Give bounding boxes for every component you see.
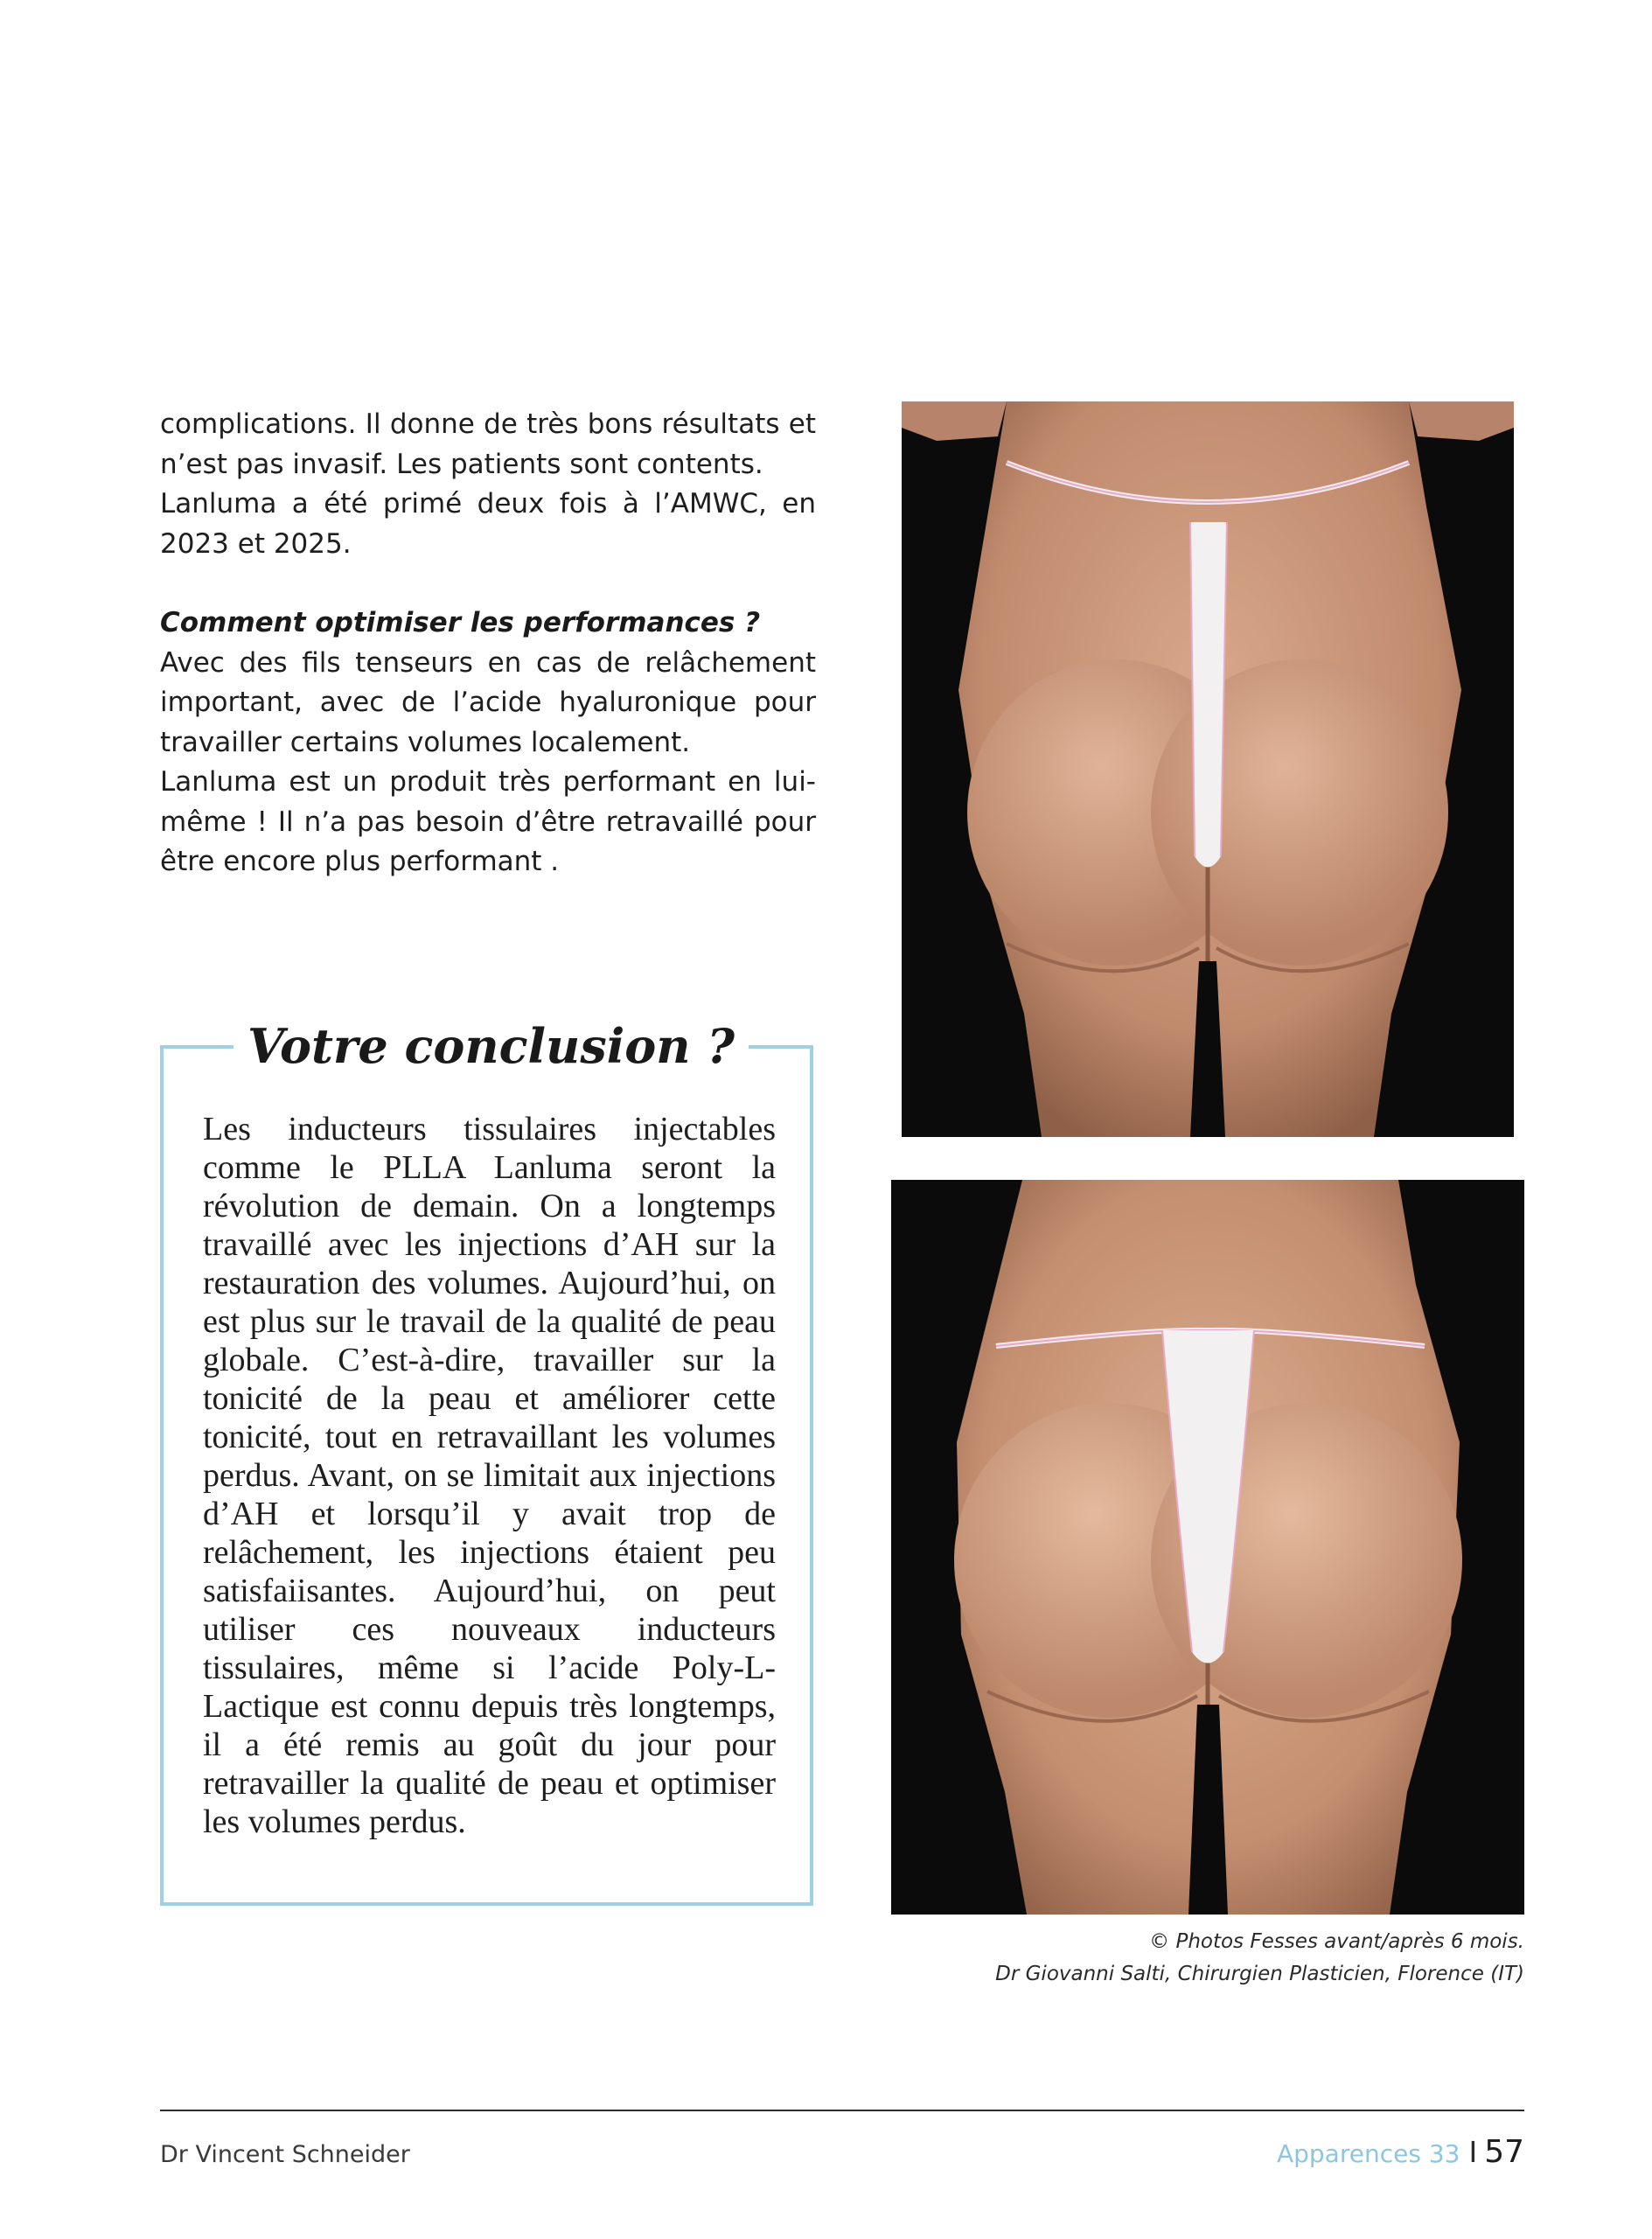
footer-separator: I (1468, 2135, 1478, 2169)
footer-author: Dr Vincent Schneider (160, 2141, 410, 2168)
footer-page-info (1277, 2134, 1524, 2170)
conclusion-box (160, 1018, 813, 1906)
after-photo (891, 1180, 1524, 1915)
answer-paragraph-1: Avec des fils tenseurs en cas de relâchement important, avec de l’acide hyaluronique pour travailler certains volumes localement. (160, 646, 816, 758)
interview-question: Comment optimiser les performances ? (160, 607, 761, 638)
footer-magazine-name: Apparences 33 (1276, 2139, 1460, 2168)
conclusion-title: Votre conclusion ? (234, 1015, 749, 1077)
article-left-column (160, 405, 816, 882)
page-number: 57 (1484, 2134, 1524, 2170)
answer-paragraph-2: Lanluma est un produit très performant en lui-même ! Il n’a pas besoin d’être retravaillé pour être encore plus performant . (160, 766, 816, 877)
before-photo-illustration (902, 401, 1514, 1137)
caption-line-1: © Photos Fesses avant/après 6 mois. (1149, 1930, 1524, 1953)
before-photo (902, 401, 1514, 1137)
photo-caption (737, 1926, 1524, 1991)
caption-line-2: Dr Giovanni Salti, Chirurgien Plasticien, Florence (IT) (995, 1963, 1524, 1985)
after-photo-illustration (891, 1180, 1524, 1915)
paragraph-spacer (160, 564, 816, 603)
conclusion-text: Les inducteurs tissulaires injectables comme le PLLA Lanluma seront la révolution de demain. On a longtemps travaillé avec les injections d’AH sur la restauration des volumes. Aujourd’hui, on est plus sur le travail de la qualité de peau globale. C’est-à-dire, travailler sur la tonicité de la peau et améliorer cette tonicité, tout en retravaillant les volumes perdus. Avant, on se limitait aux injections d’AH et lorsqu’il y avait trop de relâchement, les injections étaient peu satisfaiisantes. Aujourd’hui, on peut utiliser ces nouveaux inducteurs tissulaires, même si l’acide Poly-L-Lactique est connu depuis très longtemps, il a été remis au goût du jour pour retravailler la qualité de peau et optimiser les volumes perdus. (203, 1111, 776, 1840)
intro-paragraph: complications. Il donne de très bons résultats et n’est pas invasif. Les patients sont contents. (160, 408, 816, 480)
award-paragraph: Lanluma a été primé deux fois à l’AMWC, en 2023 et 2025. (160, 488, 816, 560)
footer-divider (160, 2110, 1524, 2111)
